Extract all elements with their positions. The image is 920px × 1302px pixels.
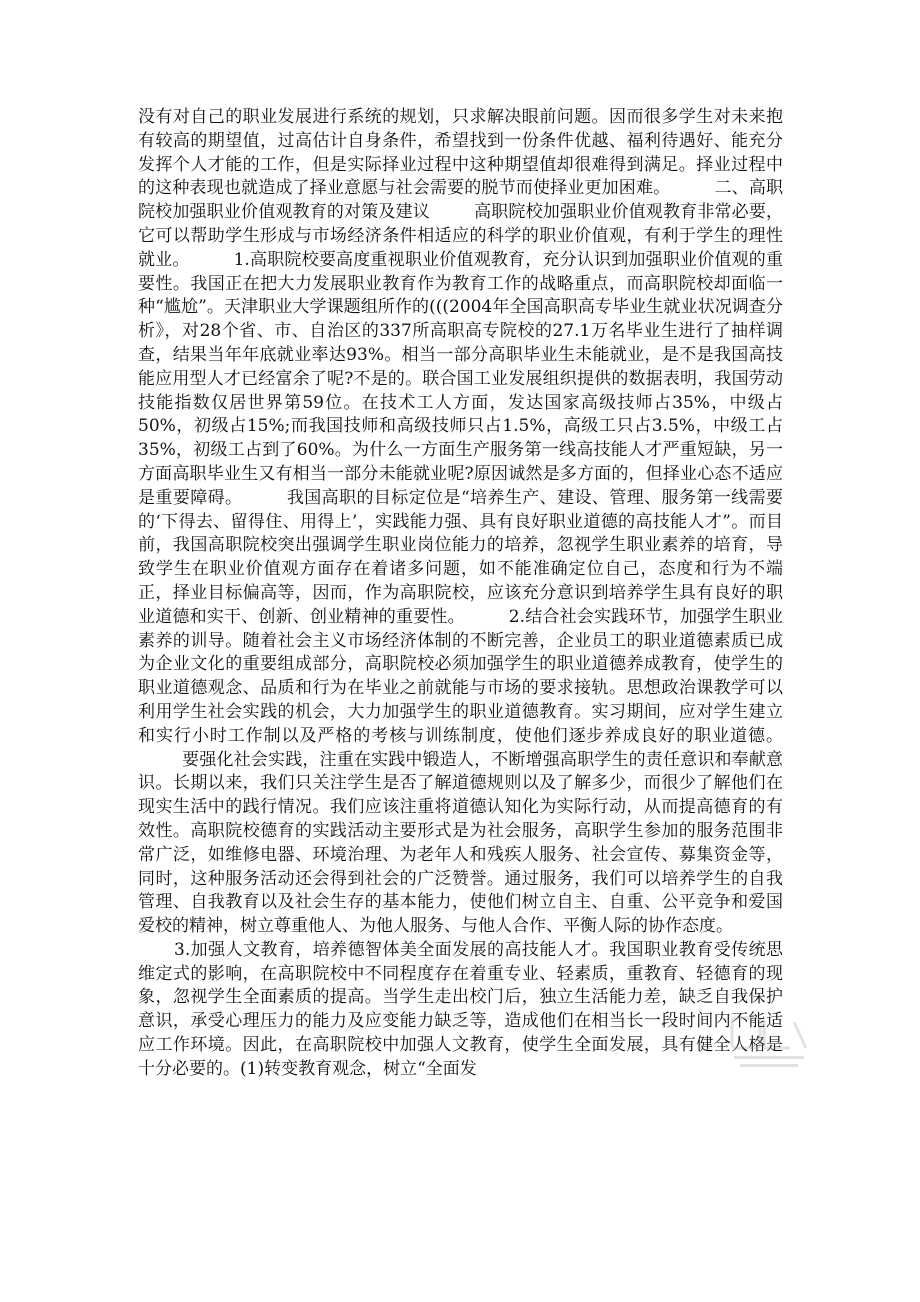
- section-heading: 二、高职院校加强职业价值观教育的对策及建议: [138, 178, 783, 223]
- watermark-shape-box: [732, 1018, 760, 1048]
- paragraph-7: 3.加强人文教育，培养德智体美全面发展的高技能人才。我国职业教育受传统思维定式的影响，在高职院校中不同程度存在着重专业、轻素质，重教育、轻德育的现象，忽视学生全面素质的提高。当学生走出校门后，独立生活能力差，缺乏自我保护意识，承受心理压力的能力及应变能力缺乏等，造成他们在相当长一段时间内不能适应工作环境。因此，在高职院校中加强人文教育，使学生全面发展，具有健全人格是十分必要的。(1)转变教育观念，树立“全面发: [138, 939, 783, 1079]
- paragraph-6: 要强化社会实践，注重在实践中锻造人，不断增强高职学生的责任意识和奉献意识。长期以来，我们只关注学生是否了解道德规则以及了解多少，而很少了解他们在现实生活中的践行情况。我们应该注重将道德认知化为实际行动，从而提高德育的有效性。高职院校德育的实践活动主要形式是为社会服务，高职学生参加的服务范围非常广泛，如维修电器、环境治理、为老年人和残疾人服务、社会宣传、募集资金等，同时，这种服务活动还会得到社会的广泛赞誉。通过服务，我们可以培养学生的自我管理、自我教育以及社会生存的基本能力，使他们树立自主、自重、公平竞争和爱国爱校的精神，树立尊重他人、为他人服务、与他人合作、平衡人际的协作态度。: [138, 749, 783, 937]
- watermark-shape-l: [764, 1020, 790, 1048]
- document-body: [138, 106, 783, 1082]
- watermark-shape-line-1: [734, 1056, 804, 1059]
- watermark-logo-icon: [730, 1012, 808, 1072]
- watermark-logo-graphic: [730, 1012, 808, 1072]
- paragraph-4: 我国高职的目标定位是“培养生产、建设、管理、服务第一线需要的‘下得去、留得住、用得上’，实践能力强、具有良好职业道德的高技能人才”。而目前，我国高职院校突出强调学生职业岗位能力的培养，忽视学生职业素养的培育，导致学生在职业价值观方面存在着诸多问题，如不能准确定位自己，态度和行为不端正，择业目标偏高等，因而，作为高职院校，应该充分意识到培养学生具有良好的职业道德和实干、创新、创业精神的重要性。: [138, 487, 783, 627]
- watermark-shape-slash: [794, 1022, 806, 1048]
- watermark-shape-line-2: [740, 1064, 798, 1067]
- paragraph-1: 没有对自己的职业发展进行系统的规划，只求解决眼前问题。因而很多学生对未来抱有较高的期望值，过高估计自身条件，希望找到一份条件优越、福利待遇好、能充分发挥个人才能的工作，但是实际择业过程中这种期望值却很难得到满足。择业过程中的这种表现也就造成了择业意愿与社会需要的脱节而使择业更加困难。: [138, 107, 783, 199]
- paragraph-2: 高职院校加强职业价值观教育非常必要，它可以帮助学生形成与市场经济条件相适应的科学的职业价值观，有利于学生的理性就业。: [138, 202, 784, 270]
- paragraph-3: 1.高职院校要高度重视职业价值观教育，充分认识到加强职业价值观的重要性。我国正在把大力发展职业教育作为教育工作的战略重点，而高职院校却面临一种“尴尬”。天津职业大学课题组所作的(((2004年全国高职高专毕业生就业状况调查分析》，对28个省、市、自治区的337所高职高专院校的27.1万名毕业生进行了抽样调查，结果当年年底就业率达93%。相当一部分高职毕业生未能就业，是不是我国高技能应用型人才已经富余了呢?不是的。联合国工业发展组织提供的数据表明，我国劳动技能指数仅居世界第59位。在技术工人方面，发达国家高级技师占35%，中级占50%，初级占15%;而我国技师和高级技师只占1.5%，高级工只占3.5%，中级工占35%，初级工占到了60%。为什么一方面生产服务第一线高技能人才严重短缺，另一方面高职毕业生又有相当一部分未能就业呢?原因诚然是多方面的，但择业心态不适应是重要障碍。: [138, 249, 784, 508]
- paragraph-5: 2.结合社会实践环节，加强学生职业素养的训导。随着社会主义市场经济体制的不断完善，企业员工的职业道德素质已成为企业文化的重要组成部分，高职院校必须加强学生的职业道德养成教育，使学生的职业道德观念、品质和行为在毕业之前就能与市场的要求接轨。思想政治课教学可以利用学生社会实践的机会，大力加强学生的职业道德教育。实习期间，应对学生建立和实行小时工作制以及严格的考核与训练制度，使他们逐步养成良好的职业道德。: [138, 606, 783, 746]
